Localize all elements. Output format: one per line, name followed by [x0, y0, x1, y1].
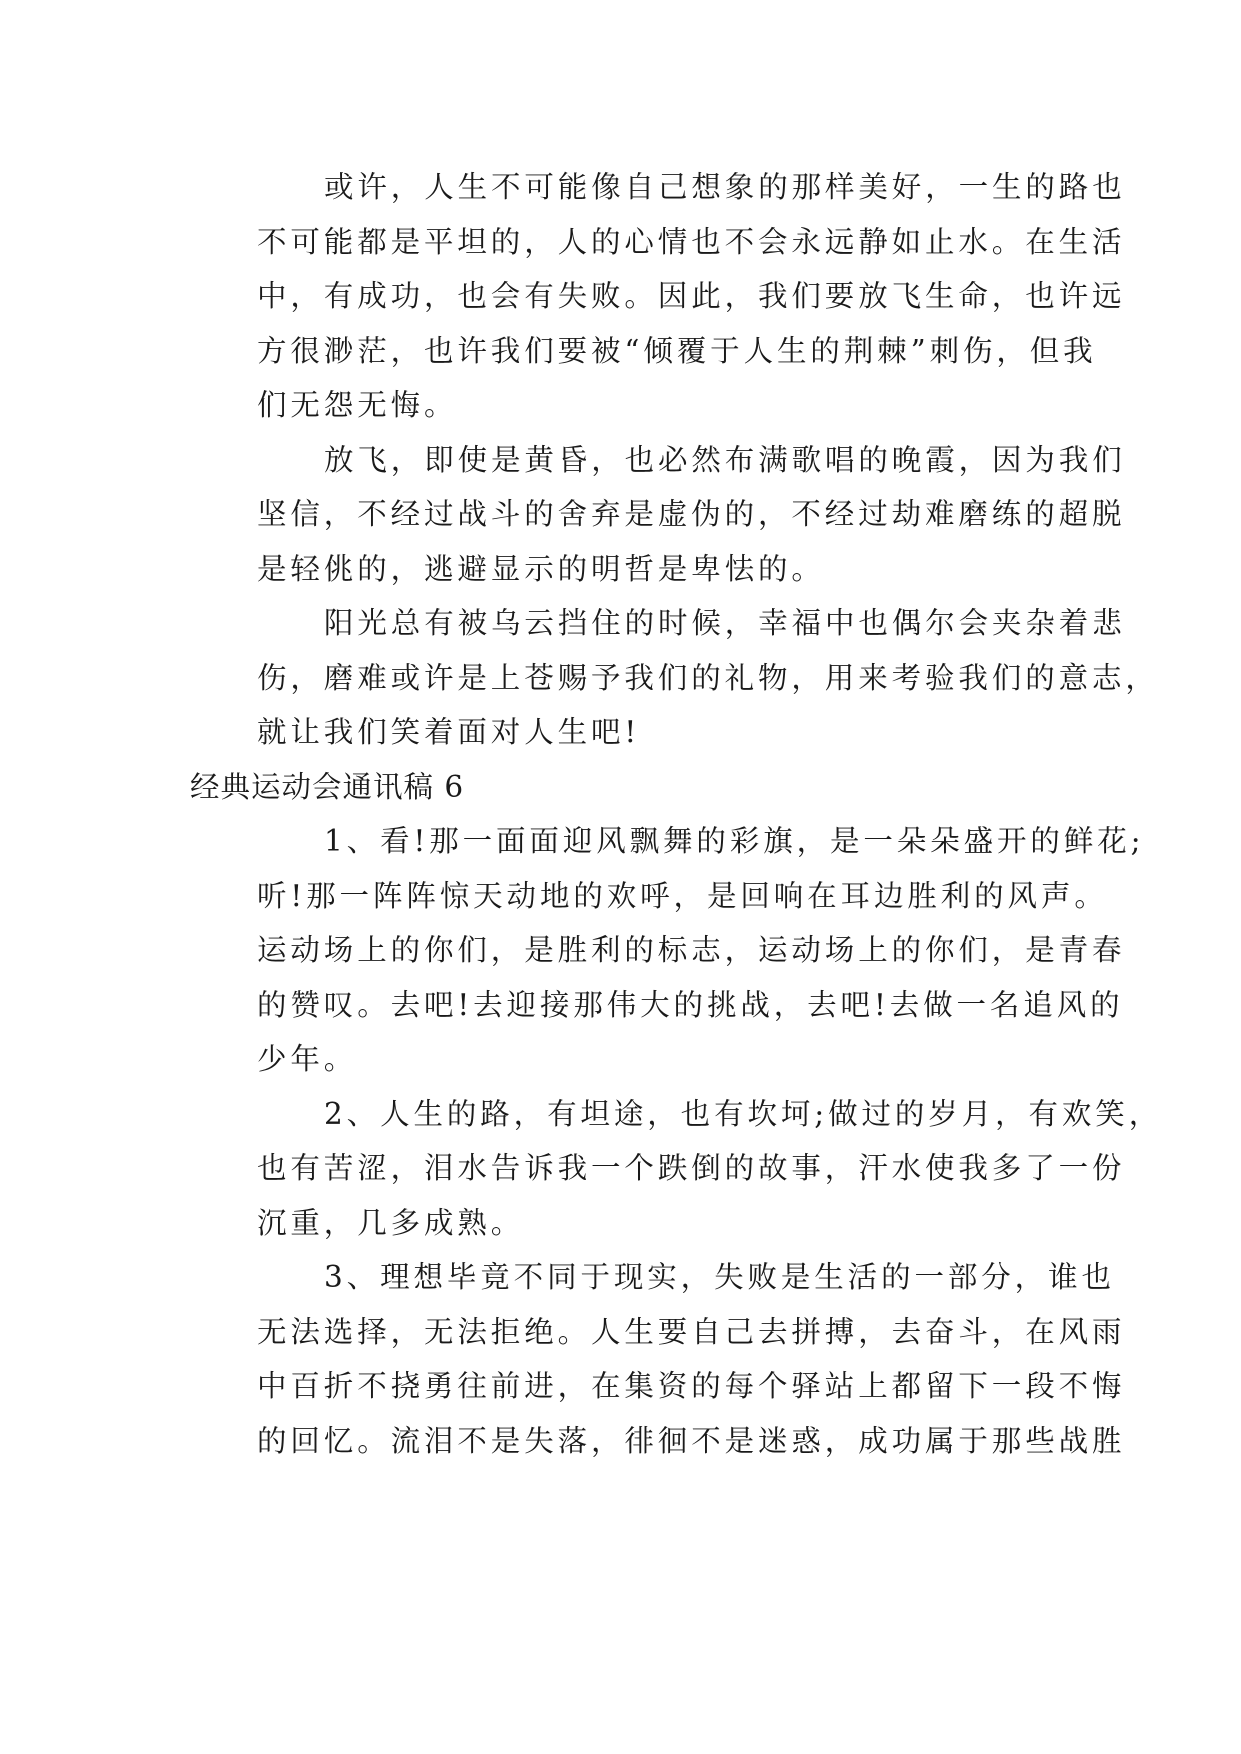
- paragraph-line: 方很渺茫，也许我们要被“倾覆于人生的荆棘”刺伤，但我: [257, 333, 1097, 368]
- paragraph-line: 中，有成功，也会有失败。因此，我们要放飞生命，也许远: [257, 279, 1126, 313]
- paragraph-line: 也有苦涩，泪水告诉我一个跌倒的故事，汗水使我多了一份: [257, 1151, 1126, 1185]
- paragraph-line: 1、看!那一面面迎风飘舞的彩旗，是一朵朵盛开的鲜花;: [324, 824, 1145, 858]
- paragraph-line: 们无怨无悔。: [257, 388, 458, 422]
- paragraph-line: 伤，磨难或许是上苍赐予我们的礼物，用来考验我们的意志，: [257, 660, 1159, 695]
- section-heading: [190, 760, 1050, 815]
- paragraph-5: [190, 1087, 1163, 1251]
- paragraph-line: 运动场上的你们，是胜利的标志，运动场上的你们，是青春: [257, 933, 1126, 967]
- paragraph-line: 无法选择，无法拒绝。人生要自己去拼搏，去奋斗，在风雨: [257, 1314, 1126, 1349]
- paragraph-2: [190, 433, 1126, 597]
- paragraph-line: 阳光总有被乌云挡住的时候，幸福中也偶尔会夹杂着悲: [324, 606, 1126, 640]
- heading-text: 经典运动会通讯稿 6: [190, 769, 465, 804]
- paragraph-4: [190, 814, 1145, 1087]
- paragraph-line: 的赞叹。去吧!去迎接那伟大的挑战，去吧!去做一名追风的: [257, 987, 1124, 1022]
- paragraph-line: 少年。: [257, 1042, 358, 1076]
- paragraph-line: 是轻佻的，逃避显示的明哲是卑怯的。: [257, 551, 825, 586]
- paragraph-line: 坚信，不经过战斗的舍弃是虚伪的，不经过劫难磨练的超脱: [257, 497, 1126, 531]
- paragraph-3: [190, 596, 1159, 760]
- paragraph-line: 3、理想毕竟不同于现实，失败是生活的一部分，谁也: [324, 1260, 1115, 1294]
- paragraph-line: 放飞，即使是黄昏，也必然布满歌唱的晚霞，因为我们: [324, 442, 1126, 477]
- paragraph-line: 或许，人生不可能像自己想象的那样美好，一生的路也: [324, 170, 1126, 204]
- paragraph-line: 不可能都是平坦的，人的心情也不会永远静如止水。在生活: [257, 224, 1126, 259]
- paragraph-line: 中百折不挠勇往前进，在集资的每个驿站上都留下一段不悔: [257, 1369, 1126, 1403]
- paragraph-line: 2、人生的路，有坦途，也有坎坷;做过的岁月，有欢笑，: [324, 1096, 1163, 1131]
- paragraph-6: [190, 1250, 1126, 1468]
- paragraph-line: 就让我们笑着面对人生吧!: [257, 715, 641, 749]
- paragraph-1: [190, 160, 1126, 433]
- paragraph-line: 的回忆。流泪不是失落，徘徊不是迷惑，成功属于那些战胜: [257, 1423, 1126, 1458]
- paragraph-line: 沉重，几多成熟。: [257, 1205, 525, 1240]
- paragraph-line: 听!那一阵阵惊天动地的欢呼，是回响在耳边胜利的风声。: [257, 878, 1108, 913]
- document-page: [190, 160, 1163, 1468]
